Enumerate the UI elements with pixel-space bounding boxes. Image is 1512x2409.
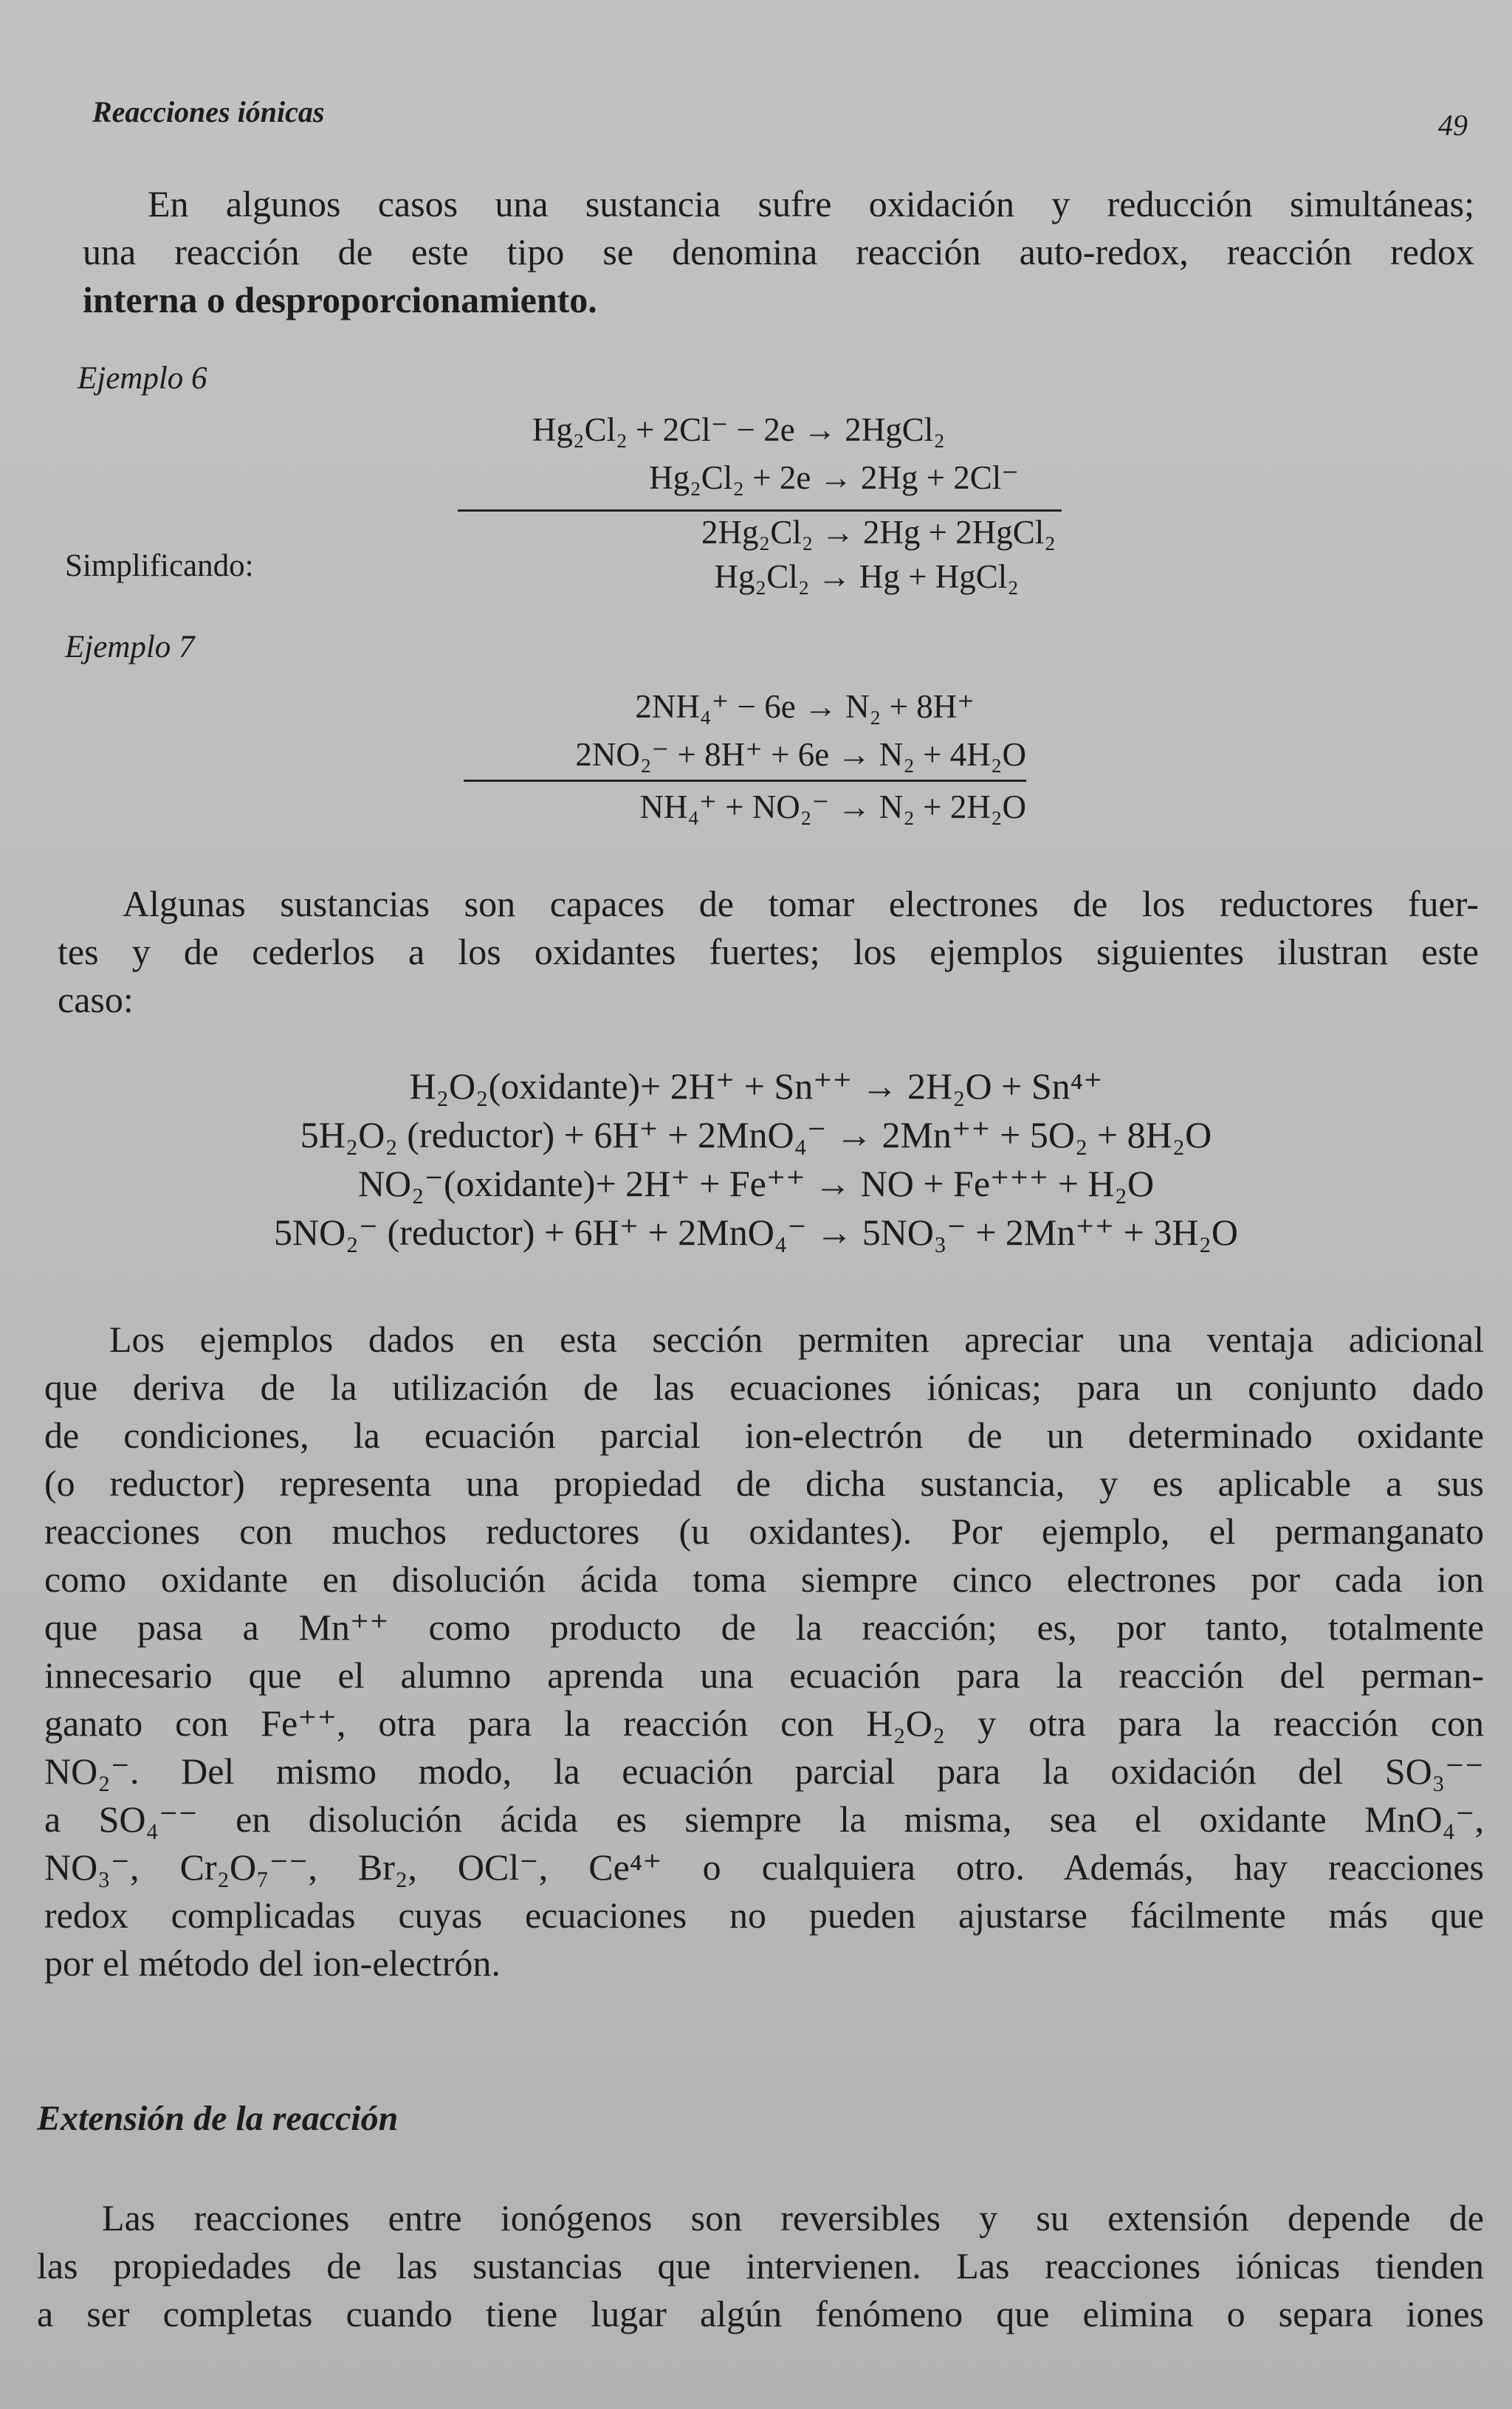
text-line: (o reductor) representa una propiedad de dicha sustancia, y es aplicable a sus: [44, 1463, 1484, 1504]
text-line: una reacción de este tipo se denomina reacción auto-redox, reacción redox: [83, 231, 1474, 272]
paragraph-auto-redox: [83, 180, 1474, 324]
running-title: Reacciones iónicas: [92, 95, 325, 128]
text-line: como oxidante en disolución ácida toma siempre cinco electrones por cada ion: [44, 1559, 1484, 1600]
text-line: tes y de cederlos a los oxidantes fuertes; los ejemplos siguientes ilustran este: [58, 931, 1479, 972]
text-line: Las reacciones entre ionógenos son reversibles y su extensión depende de: [102, 2197, 1484, 2238]
section-heading: Extensión de la reacción: [37, 2099, 399, 2138]
example-6-equation-2: Hg₂Cl₂ + 2e → 2Hg + 2Cl⁻: [649, 459, 1019, 496]
equation-line: 5NO₂⁻ (reductor) + 6H⁺ + 2MnO₄⁻ → 5NO₃⁻ + 2Mn⁺⁺ + 3H₂O: [273, 1212, 1239, 1253]
equation-line: NO₂⁻(oxidante)+ 2H⁺ + Fe⁺⁺ → NO + Fe⁺⁺⁺ + H₂O: [357, 1163, 1155, 1204]
text-line: a SO₄⁻⁻ en disolución ácida es siempre la misma, sea el oxidante MnO₄⁻,: [44, 1798, 1484, 1840]
text-line: a ser completas cuando tiene lugar algún fenómeno que elimina o separa iones: [37, 2293, 1484, 2334]
example-7-equation-3: NH₄⁺ + NO₂⁻ → N₂ + 2H₂O: [639, 788, 1026, 825]
example-7-label: Ejemplo 7: [65, 630, 195, 664]
text-line: Los ejemplos dados en esta sección permiten apreciar una ventaja adicional: [109, 1319, 1484, 1360]
paragraph-ionic-equations: [44, 1316, 1484, 1987]
text-line: reacciones con muchos reductores (u oxidantes). Por ejemplo, el permanganato: [44, 1511, 1484, 1552]
text-line: innecesario que el alumno aprenda una ecuación para la reacción del perman-: [44, 1654, 1484, 1696]
example-7-equation-2: 2NO₂⁻ + 8H⁺ + 6e → N₂ + 4H₂O: [575, 736, 1026, 773]
equation-line: H₂O₂(oxidante)+ 2H⁺ + Sn⁺⁺ → 2H₂O + Sn⁴⁺: [409, 1065, 1103, 1107]
text-line: interna o desproporcionamiento.: [83, 279, 597, 320]
example-6-label: Ejemplo 6: [78, 361, 207, 396]
text-line: NO₃⁻, Cr₂O₇⁻⁻, Br₂, OCl⁻, Ce⁴⁺ o cualquiera otro. Además, hay reacciones: [44, 1846, 1484, 1888]
paragraph-oxidant-reductor: [58, 880, 1479, 1024]
text-line: ganato con Fe⁺⁺, otra para la reacción con H₂O₂ y otra para la reacción con: [44, 1702, 1484, 1744]
text-line: que deriva de la utilización de las ecuaciones iónicas; para un conjunto dado: [44, 1367, 1484, 1408]
text-line: de condiciones, la ecuación parcial ion-electrón de un determinado oxidante: [44, 1415, 1484, 1456]
example-6-equation-1: Hg₂Cl₂ + 2Cl⁻ − 2e → 2HgCl₂: [532, 411, 945, 448]
text-line: En algunos casos una sustancia sufre oxidación y reducción simultáneas;: [148, 183, 1474, 224]
page-number: 49: [1438, 109, 1468, 142]
equation-line: 5H₂O₂ (reductor) + 6H⁺ + 2MnO₄⁻ → 2Mn⁺⁺ + 5O₂ + 8H₂O: [300, 1114, 1212, 1155]
text-line: redox complicadas cuyas ecuaciones no pueden ajustarse fácilmente más que: [44, 1894, 1484, 1936]
fraction-rule: [464, 780, 1026, 782]
fraction-rule: [458, 509, 1062, 512]
paragraph-reaction-extent: [37, 2194, 1484, 2338]
example-7-equation-1: 2NH₄⁺ − 6e → N₂ + 8H⁺: [635, 688, 975, 725]
text-line: que pasa a Mn⁺⁺ como producto de la reacción; es, por tanto, totalmente: [44, 1606, 1484, 1648]
example-6-equation-4: Hg₂Cl₂ → Hg + HgCl₂: [714, 558, 1019, 595]
simplify-label: Simplificando:: [65, 549, 254, 583]
text-line: por el método del ion-electrón.: [44, 1942, 501, 1984]
text-line: caso:: [58, 979, 134, 1020]
example-6-equation-3: 2Hg₂Cl₂ → 2Hg + 2HgCl₂: [701, 514, 1056, 551]
text-line: Algunas sustancias son capaces de tomar electrones de los reductores fuer-: [123, 883, 1479, 924]
text-line: NO₂⁻. Del mismo modo, la ecuación parcial para la oxidación del SO₃⁻⁻: [44, 1750, 1484, 1792]
text-line: las propiedades de las sustancias que intervienen. Las reacciones iónicas tienden: [37, 2245, 1484, 2286]
